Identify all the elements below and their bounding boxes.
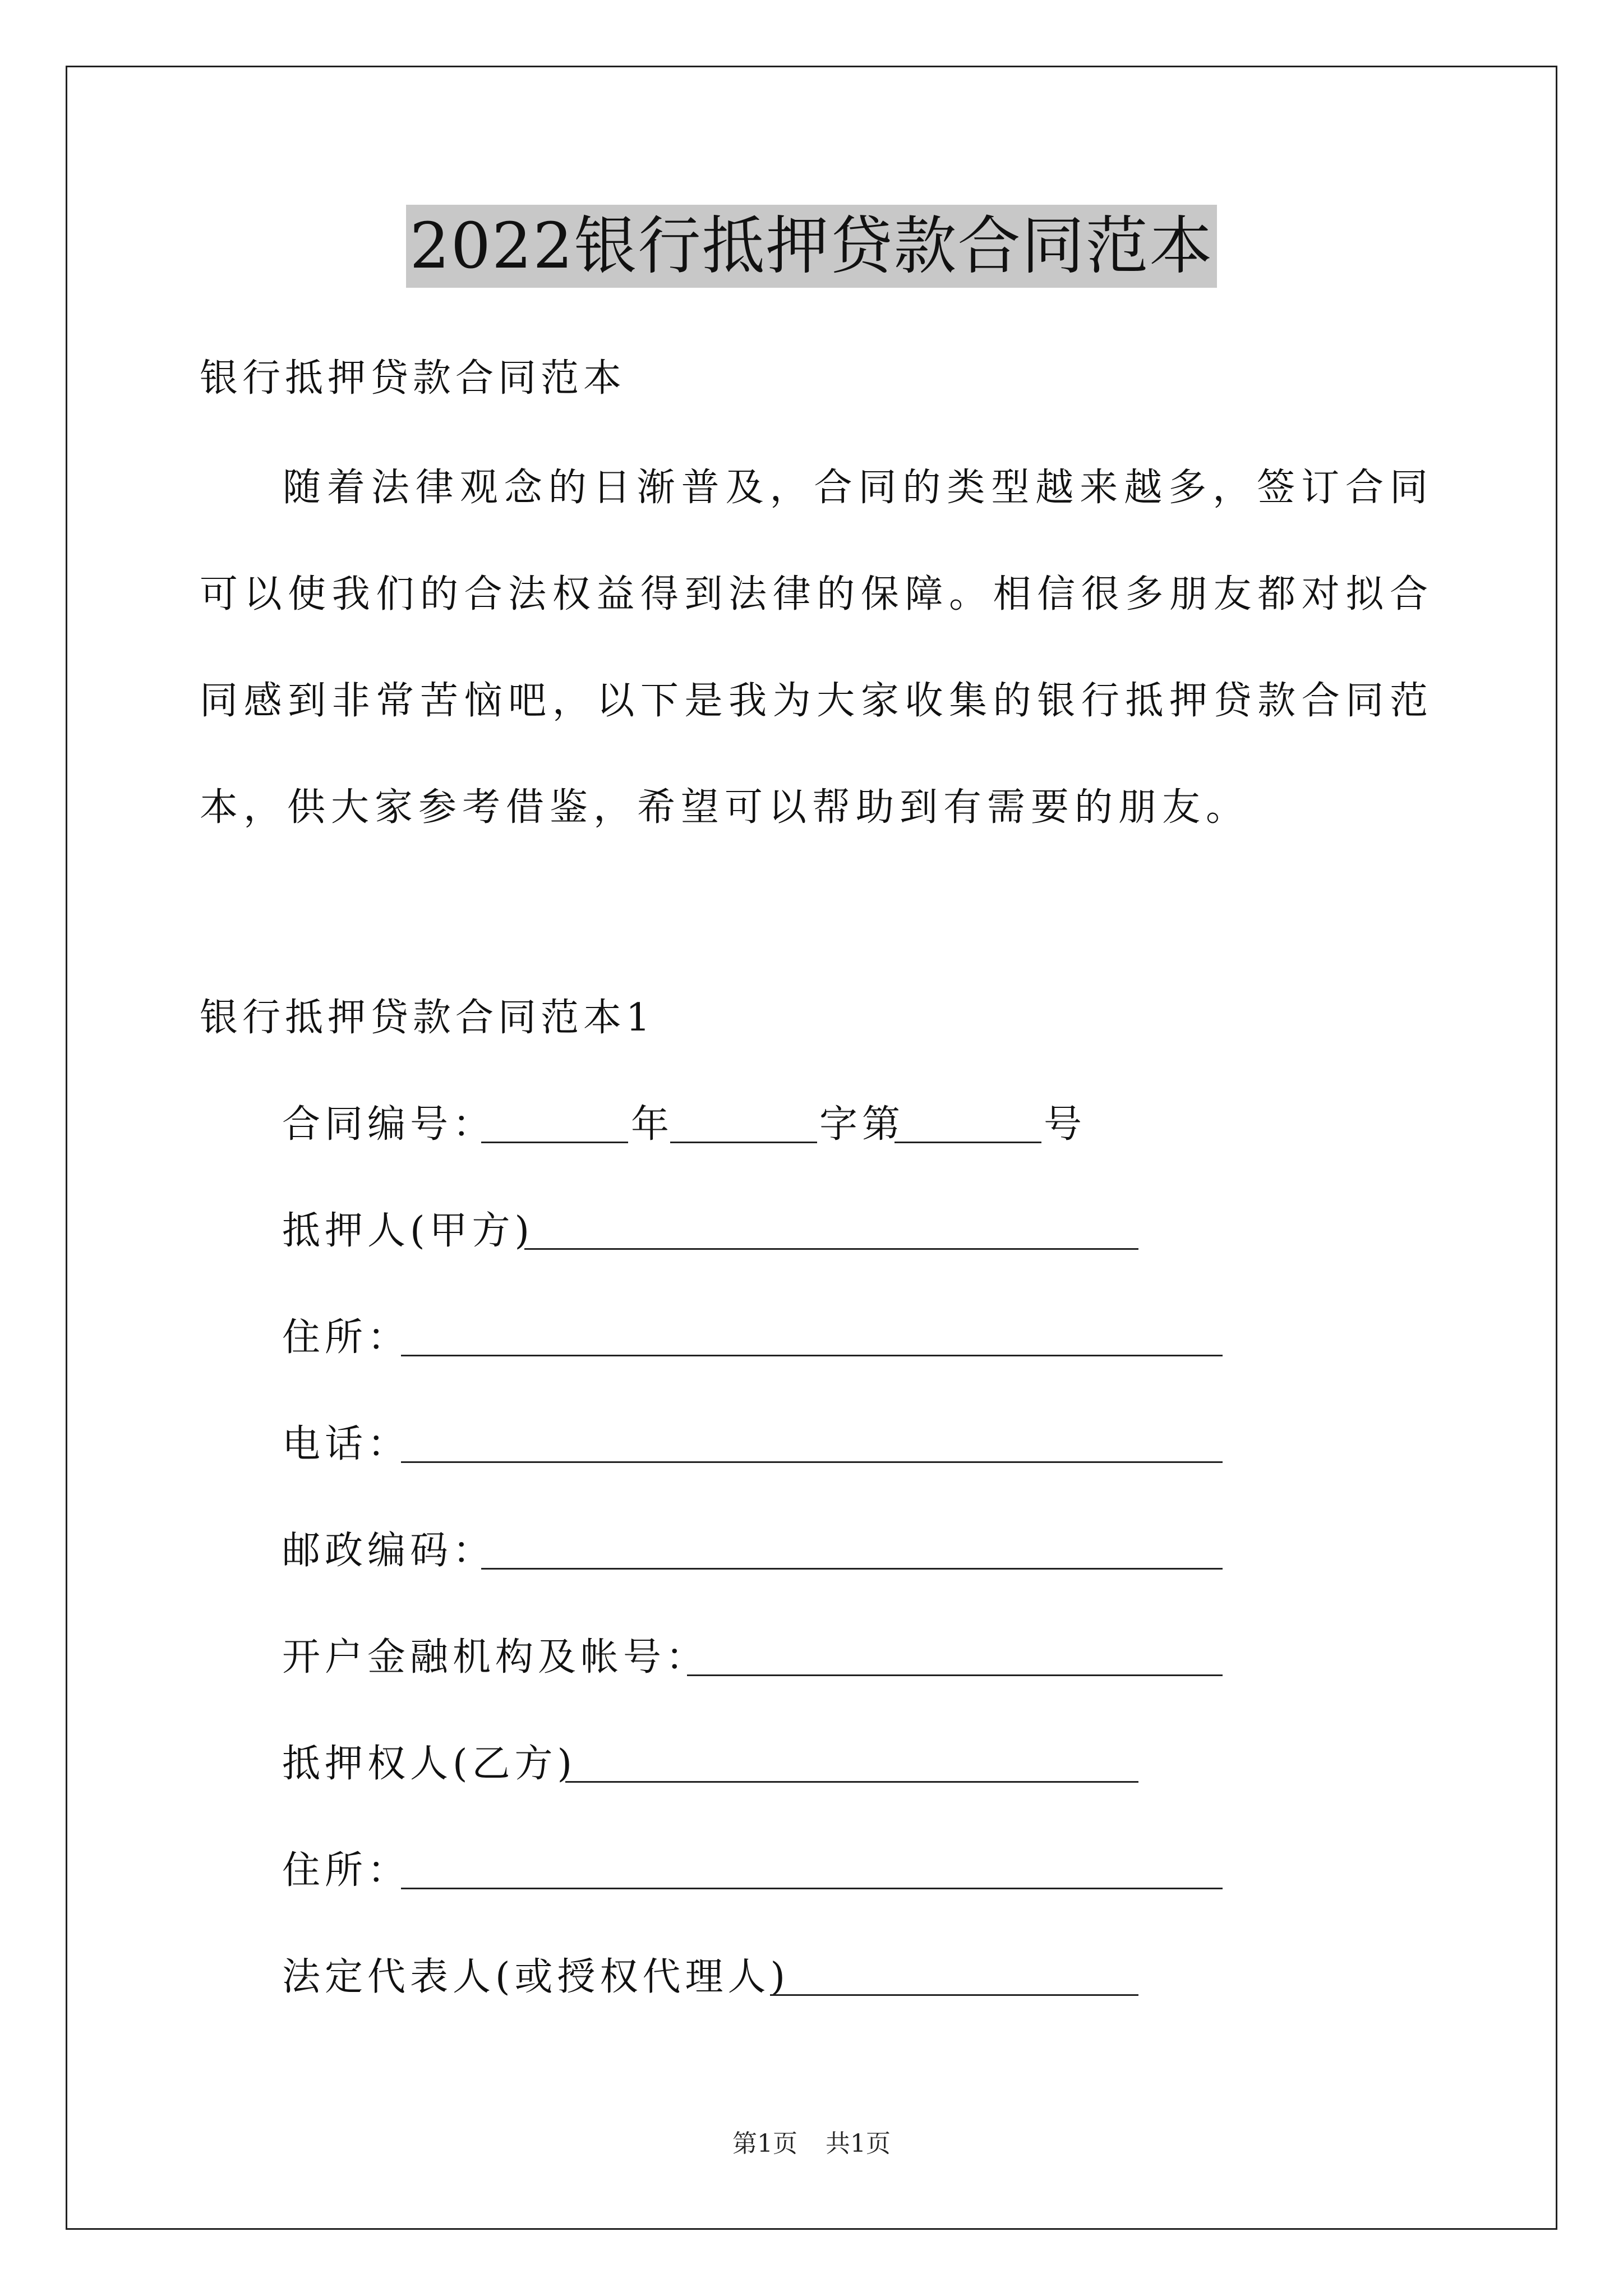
form-field-address-b: [282, 1846, 1224, 1896]
contract-number-suffix: 号: [1044, 1102, 1087, 1147]
legal-rep-blank[interactable]: [770, 1994, 1138, 1996]
address-a-blank[interactable]: [401, 1355, 1223, 1356]
document-title: 2022银行抵押贷款合同范本: [406, 205, 1216, 288]
contract-year-suffix: 年: [631, 1102, 674, 1147]
contract-number-label: 合同编号：: [282, 1102, 496, 1147]
field-label: 电话：: [282, 1422, 411, 1466]
contract-char-suffix: 字第: [819, 1102, 905, 1147]
field-label: 开户金融机构及帐号：: [282, 1635, 709, 1680]
mortgagee-blank[interactable]: [565, 1781, 1138, 1783]
postcode-blank[interactable]: [481, 1568, 1223, 1570]
address-b-blank[interactable]: [401, 1888, 1223, 1889]
field-label: 住所：: [282, 1315, 411, 1360]
document-subtitle: 银行抵押贷款合同范本: [200, 356, 626, 401]
contract-number-row: [282, 1099, 1095, 1150]
bank-account-blank[interactable]: [687, 1674, 1223, 1676]
field-label: 抵押权人(乙方): [282, 1742, 577, 1786]
page-footer: [0, 2127, 1623, 2161]
form-field-mortgagor: [282, 1206, 1140, 1257]
mortgagor-blank[interactable]: [524, 1248, 1138, 1250]
form-field-legal-rep: [282, 1952, 1140, 2003]
phone-blank[interactable]: [401, 1461, 1223, 1463]
intro-paragraph: 随着法律观念的日渐普及，合同的类型越来越多，签订合同可以使我们的合法权益得到法律的保障。相信很多朋友都对拟合同感到非常苦恼吧，以下是我为大家收集的银行抵押贷款合同范本，供大家参考借鉴，希望可以帮助到有需要的朋友。: [200, 466, 1433, 830]
field-label: 抵押人(甲方): [282, 1209, 534, 1253]
field-label: 住所：: [282, 1848, 411, 1893]
field-label: 邮政编码：: [282, 1529, 496, 1573]
form-field-bank-account: [282, 1632, 1224, 1683]
form-field-phone: [282, 1419, 1224, 1470]
contract-number-blank[interactable]: [895, 1142, 1041, 1143]
page-number-total: 共1页: [826, 2129, 891, 2158]
field-label: 法定代表人(或授权代理人): [282, 1955, 790, 1999]
form-field-address-a: [282, 1313, 1224, 1363]
page-number-current: 第1页: [732, 2129, 797, 2158]
form-field-postcode: [282, 1526, 1224, 1576]
section-heading: 银行抵押贷款合同范本1: [200, 996, 655, 1040]
contract-year-blank[interactable]: [481, 1142, 628, 1143]
contract-char-blank[interactable]: [670, 1142, 817, 1143]
form-field-mortgagee: [282, 1739, 1140, 1789]
